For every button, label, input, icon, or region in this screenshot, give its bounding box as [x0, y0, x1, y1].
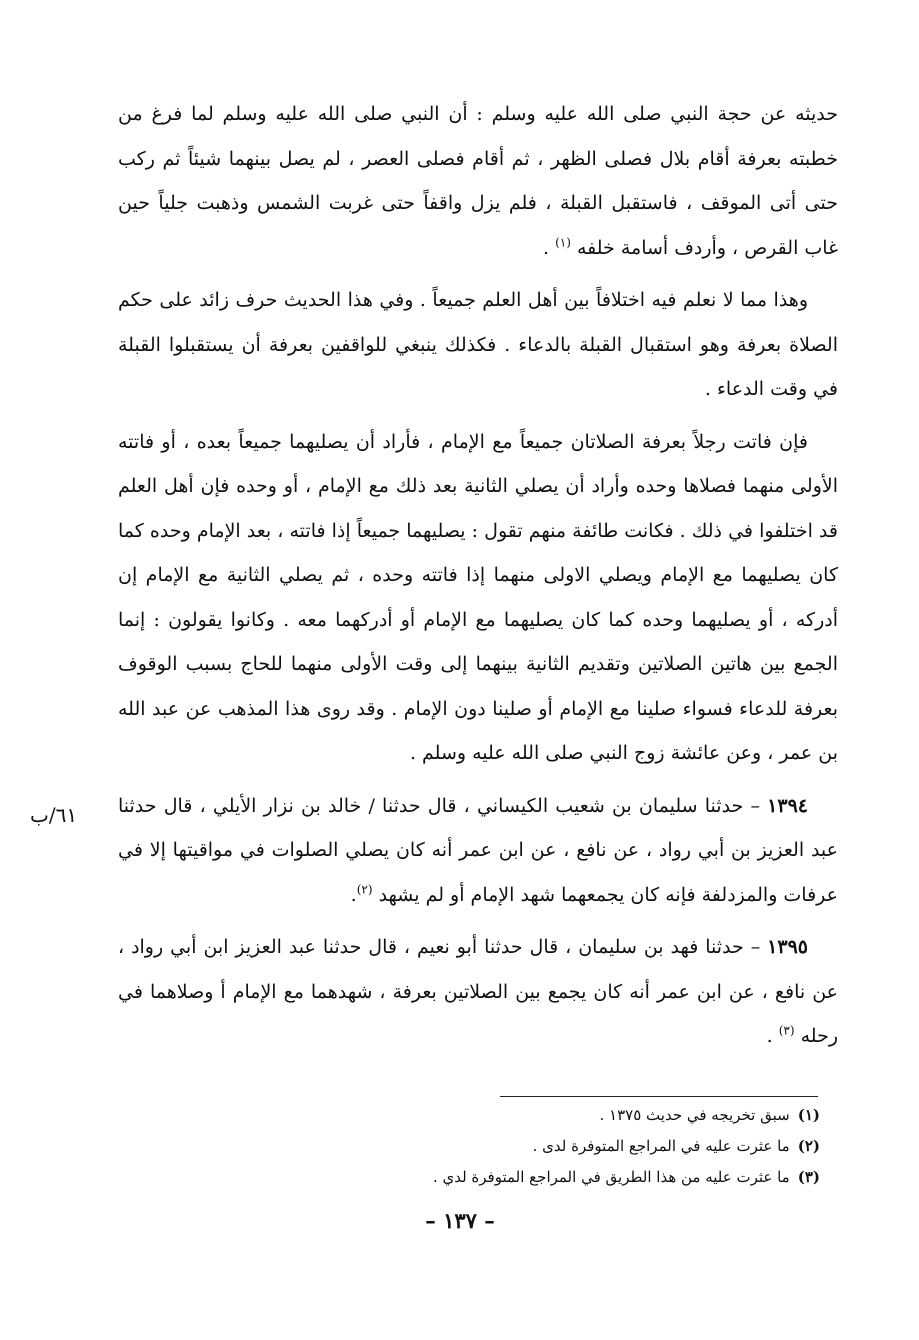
- footnote-text: ما عثرت عليه في المراجع المتوفرة لدى .: [532, 1137, 790, 1155]
- paragraph-3-text: فإن فاتت رجلاً بعرفة الصلاتان جميعاً مع الإمام ، فأراد أن يصليهما جميعاً بعده ، أو فاتته الأولى منهما فصلاها وحده وأراد أن يصلي الثانية بعد ذلك مع الإمام ، أو وحده فإن أهل العلم قد اختلفوا في ذلك . فكانت طائفة منهم تقول : يصليهما جميعاً إذا فاتته ، بعد الإمام وحده كما كان يصليهما مع الإمام ويصلي الاولى منهما إذا فاتته وحده ، ثم يصلي الثانية مع الإمام إن أدركه ، أو يصليهما وحده كما كان يصليهما مع الإمام أو أدركهما معه . وكانوا يقولون : إنما الجمع بين هاتين الصلاتين وتقديم الثانية بينهما إلى وقت الأولى منهما للحاج بسبب الوقوف بعرفة للدعاء فسواء صلينا مع الإمام أو صلينا دون الإمام . وقد روى هذا المذهب عن عبد الله بن عمر ، وعن عائشة زوج النبي صلى الله عليه وسلم .: [118, 430, 838, 764]
- hadith-1394-end: .: [350, 883, 357, 906]
- footnote-number: (٢): [797, 1137, 820, 1155]
- footnote-3: [300, 1162, 820, 1193]
- paragraph-3: [118, 420, 838, 776]
- footnote-ref-2[interactable]: (٢): [356, 882, 373, 897]
- hadith-1395: [118, 925, 838, 1059]
- hadith-1394-text: – حدثنا سليمان بن شعيب الكيساني ، قال حدثنا / خالد بن نزار الأيلي ، قال حدثنا عبد العزيز بن أبي رواد ، عن نافع ، عن ابن عمر أنه كان يصلي الصلوات في مواقيتها إلا في عرفات والمزدلفة فإنه كان يجمعهما شهد الإمام أو لم يشهد: [118, 794, 838, 906]
- footnote-ref-1[interactable]: (١): [555, 235, 571, 250]
- footnote-ref-3[interactable]: (٣): [778, 1023, 795, 1038]
- hadith-1394: [118, 784, 838, 918]
- paragraph-1: [118, 92, 838, 270]
- hadith-1395-text: – حدثنا فهد بن سليمان ، قال حدثنا أبو نعيم ، قال حدثنا عبد العزيز ابن أبي رواد ، عن نافع ، عن ابن عمر أنه كان يجمع بين الصلاتين بعرفة ، شهدهما مع الإمام أ وصلاهما في رحله: [118, 936, 838, 1047]
- hadith-number-1395: ١٣٩٥: [767, 936, 808, 958]
- manuscript-folio-marker: ٦١/ب: [30, 803, 78, 827]
- paragraph-1-text: حديثه عن حجة النبي صلى الله عليه وسلم : أن النبي صلى الله عليه وسلم لما فرغ من خطبته بعرفة أقام بلال فصلى الظهر ، ثم أقام فصلى العصر ، لم يصل بينهما شيئاً ثم ركب حتى أتى الموقف ، فاستقبل القبلة ، فلم يزل واقفاً حتى غربت الشمس وذهبت جلياً حين غاب القرص ، وأردف أسامة خلفه: [118, 103, 838, 259]
- paragraph-1-end: .: [542, 236, 556, 259]
- footnote-text: سبق تخريجه في حديث ١٣٧٥ .: [599, 1106, 790, 1124]
- paragraph-2-text: وهذا مما لا نعلم فيه اختلافاً بين أهل العلم جميعاً . وفي هذا الحديث حرف زائد على حكم الصلاة بعرفة وهو استقبال القبلة بالدعاء . فكذلك ينبغي للواقفين بعرفة أن يستقبلوا القبلة في وقت الدعاء .: [118, 289, 838, 400]
- footnotes: [300, 1100, 820, 1193]
- footnote-number: (١): [797, 1106, 820, 1124]
- page-number: – ١٣٧ –: [425, 1208, 495, 1233]
- hadith-1395-end: .: [766, 1025, 779, 1047]
- footnote-number: (٣): [797, 1168, 820, 1186]
- footnote-separator: [500, 1096, 818, 1097]
- footnote-1: [300, 1100, 820, 1131]
- hadith-number-1394: ١٣٩٤: [767, 794, 808, 817]
- footnote-2: [300, 1131, 820, 1162]
- footnote-text: ما عثرت عليه من هذا الطريق في المراجع المتوفرة لدي .: [432, 1168, 790, 1186]
- paragraph-2: [118, 278, 838, 412]
- main-text: [118, 92, 838, 1067]
